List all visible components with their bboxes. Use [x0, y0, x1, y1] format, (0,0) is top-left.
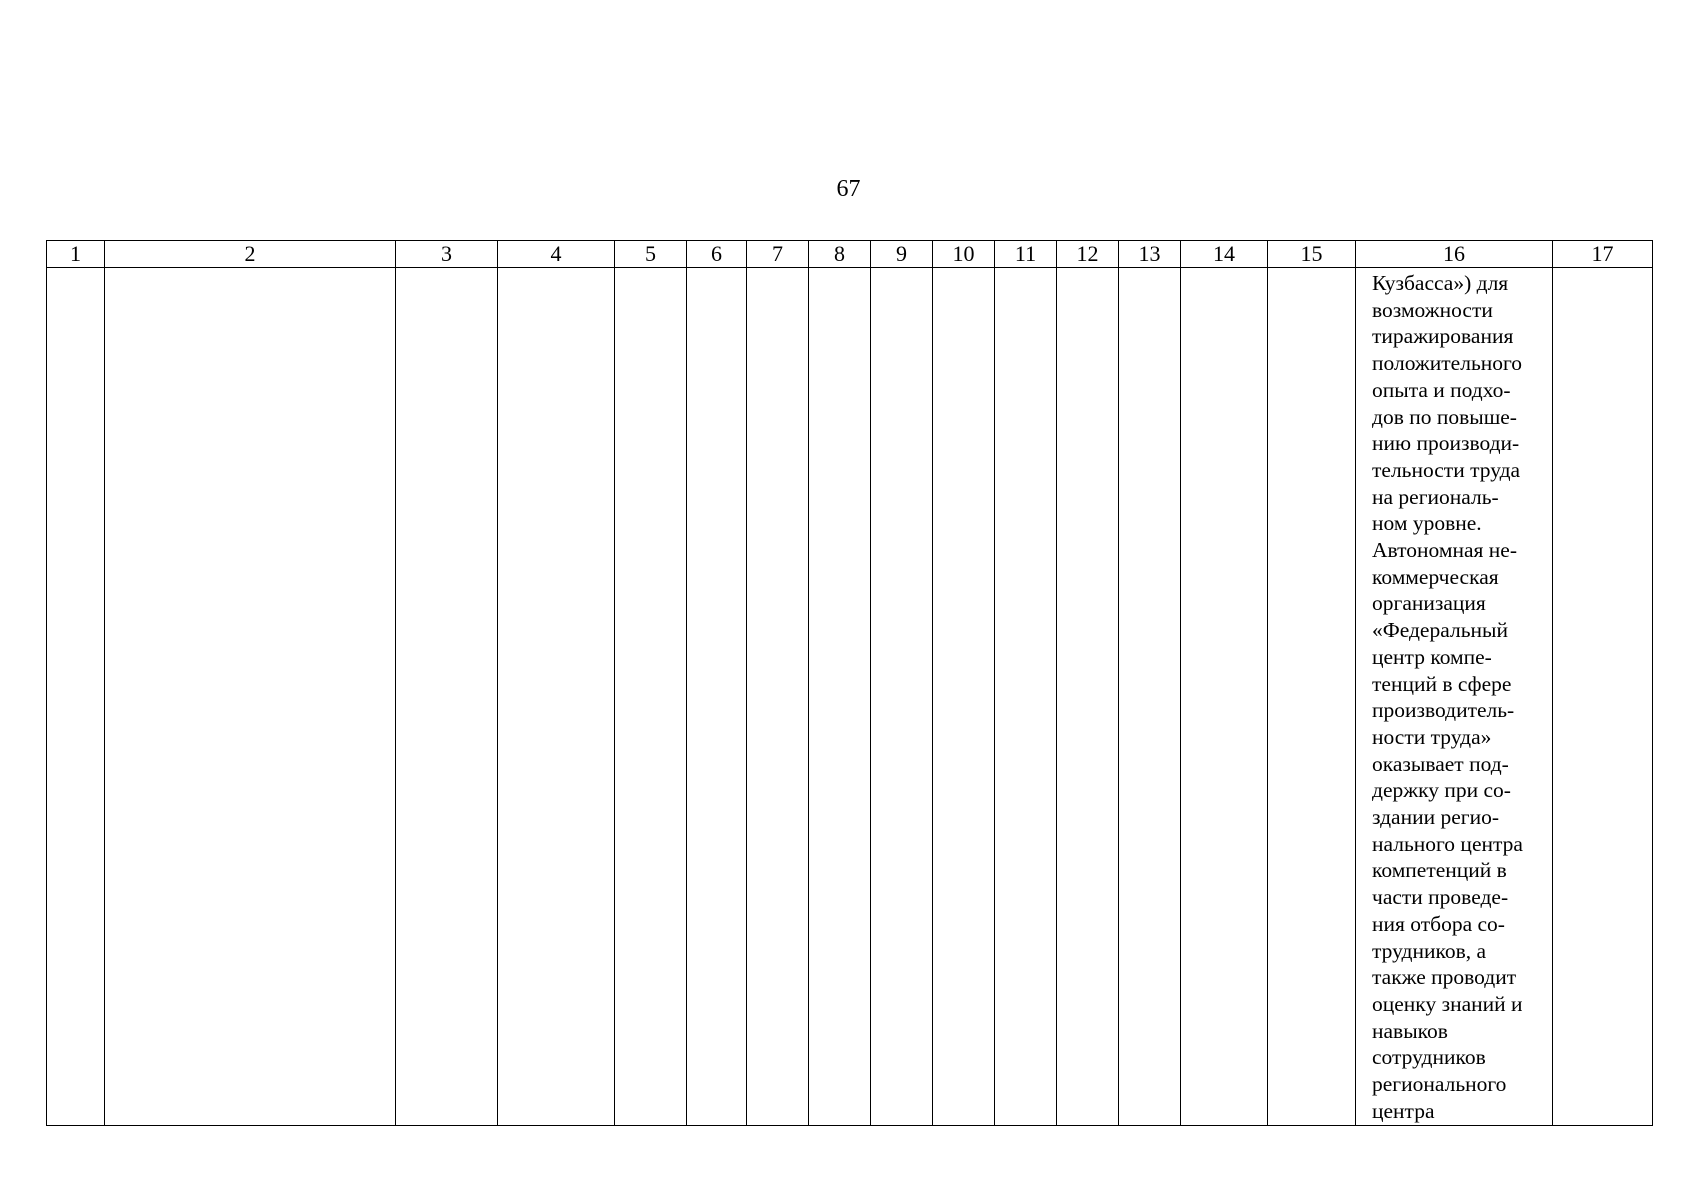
- text-line: тельности труда: [1372, 457, 1521, 482]
- data-table: [46, 240, 1653, 1126]
- cell-col-6: [687, 268, 747, 1126]
- text-line: на региональ-: [1372, 484, 1499, 509]
- cell-col-11: [995, 268, 1057, 1126]
- cell-col-16: [1356, 268, 1553, 1126]
- cell-col-2: [105, 268, 396, 1126]
- text-line: возможности: [1372, 297, 1493, 322]
- text-line: дов по повыше-: [1372, 404, 1517, 429]
- column-header-15: 15: [1268, 241, 1356, 268]
- column-number-row: [47, 241, 1653, 268]
- text-line: опыта и подхо-: [1372, 377, 1511, 402]
- text-line: центр компе-: [1372, 644, 1492, 669]
- column-header-7: 7: [747, 241, 809, 268]
- text-line: Автономная не-: [1372, 538, 1517, 563]
- column-header-6: 6: [687, 241, 747, 268]
- cell-col-4: [498, 268, 615, 1126]
- text-line: регионального: [1372, 1072, 1507, 1097]
- cell-col-5: [615, 268, 687, 1126]
- text-line: ния отбора со-: [1372, 911, 1505, 936]
- cell-col-3: [396, 268, 498, 1126]
- text-line: сотрудников: [1372, 1045, 1486, 1070]
- cell-col-15: [1268, 268, 1356, 1126]
- column-header-11: 11: [995, 241, 1057, 268]
- cell-col-9: [871, 268, 933, 1126]
- text-line: трудников, а: [1372, 938, 1487, 963]
- column-header-4: 4: [498, 241, 615, 268]
- column-header-14: 14: [1181, 241, 1268, 268]
- cell-col-13: [1119, 268, 1181, 1126]
- text-line: компетенций в: [1372, 858, 1507, 883]
- text-line: здании регио-: [1372, 805, 1500, 830]
- cell-col-17: [1553, 268, 1653, 1126]
- cell-col-10: [933, 268, 995, 1126]
- text-line: ном уровне.: [1372, 511, 1482, 536]
- column-header-2: 2: [105, 241, 396, 268]
- text-line: организация: [1372, 591, 1486, 616]
- cell-col-16-text: [1356, 268, 1552, 1125]
- text-line: навыков: [1372, 1018, 1448, 1043]
- text-line: тенций в сфере: [1372, 671, 1512, 696]
- text-line: нального центра: [1372, 831, 1523, 856]
- column-header-8: 8: [809, 241, 871, 268]
- text-line: центра: [1372, 1098, 1435, 1123]
- text-line: «Федеральный: [1372, 618, 1508, 643]
- text-line: держку при со-: [1372, 778, 1511, 803]
- cell-col-8: [809, 268, 871, 1126]
- column-header-9: 9: [871, 241, 933, 268]
- column-header-17: 17: [1553, 241, 1653, 268]
- text-line: также проводит: [1372, 965, 1517, 990]
- page-number: 67: [836, 176, 861, 202]
- column-header-16: 16: [1356, 241, 1553, 268]
- column-header-1: 1: [47, 241, 105, 268]
- text-line: Кузбасса») для: [1372, 271, 1509, 295]
- cell-col-7: [747, 268, 809, 1126]
- text-line: производитель-: [1372, 698, 1515, 723]
- text-line: нию производи-: [1372, 431, 1520, 456]
- table-row: [47, 268, 1653, 1126]
- column-header-5: 5: [615, 241, 687, 268]
- column-header-13: 13: [1119, 241, 1181, 268]
- text-line: части проведе-: [1372, 885, 1509, 910]
- text-line: положительного: [1372, 351, 1523, 376]
- text-line: оказывает под-: [1372, 751, 1509, 776]
- cell-col-12: [1057, 268, 1119, 1126]
- cell-col-14: [1181, 268, 1268, 1126]
- column-header-10: 10: [933, 241, 995, 268]
- column-header-12: 12: [1057, 241, 1119, 268]
- cell-col-1: [47, 268, 105, 1126]
- column-header-3: 3: [396, 241, 498, 268]
- text-line: оценку знаний и: [1372, 991, 1523, 1016]
- text-line: ности труда»: [1372, 724, 1492, 749]
- text-line: тиражирования: [1372, 324, 1514, 349]
- text-line: коммерческая: [1372, 564, 1499, 589]
